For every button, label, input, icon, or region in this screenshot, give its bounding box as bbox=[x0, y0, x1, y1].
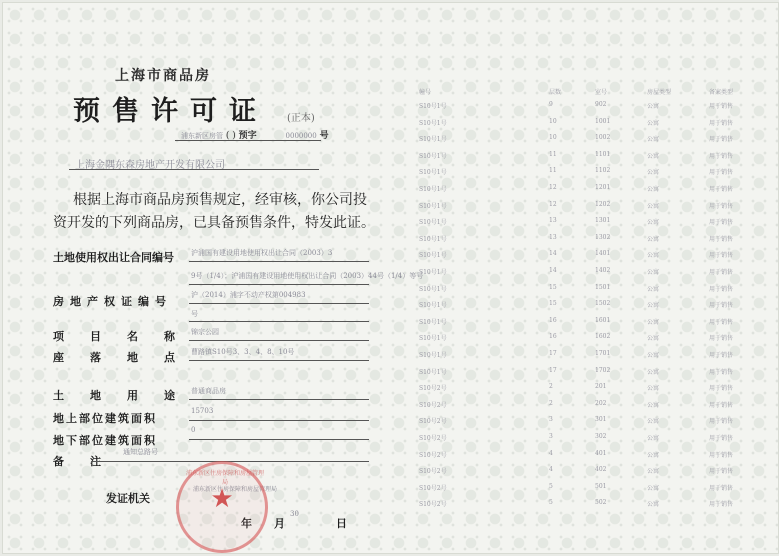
table-cell: 用于销售 bbox=[709, 169, 734, 177]
table-cell: 10 bbox=[549, 117, 557, 125]
table-cell: 1502 bbox=[595, 300, 611, 308]
table-cell: 公寓 bbox=[647, 451, 660, 459]
table-cell: 401 bbox=[595, 449, 607, 457]
table-cell: S10号1号 bbox=[419, 219, 447, 227]
table-cell: 公寓 bbox=[647, 318, 660, 326]
field-label-remarks: 备注 bbox=[53, 455, 127, 468]
table-cell: 3 bbox=[549, 416, 553, 424]
cert-number-suffix: 号 bbox=[319, 131, 329, 141]
table-cell: 2 bbox=[549, 399, 553, 407]
table-cell: 16 bbox=[549, 333, 557, 341]
statement-line-1: 根据上海市商品房预售规定，经审核，你公司投 bbox=[73, 192, 367, 208]
table-cell: S10号1号 bbox=[419, 269, 447, 276]
issue-day-label: 日 bbox=[336, 517, 347, 530]
cert-number-prefix: 浦东新区房管 bbox=[181, 132, 223, 140]
table-cell: 902 bbox=[595, 101, 607, 108]
table-cell: 用于销售 bbox=[709, 269, 734, 276]
field-value-below-ground-area: 0 bbox=[191, 426, 196, 434]
table-cell: S10号1号 bbox=[419, 202, 447, 210]
table-cell: S10号1号 bbox=[419, 136, 447, 144]
table-cell: 201 bbox=[595, 383, 607, 391]
cert-number-value: 0000000 bbox=[285, 132, 317, 140]
presale-permit-certificate bbox=[2, 2, 779, 554]
table-cell: 501 bbox=[595, 482, 607, 490]
table-cell: 用于销售 bbox=[709, 468, 734, 476]
table-cell: 13 bbox=[549, 217, 557, 225]
table-cell: S10号2号 bbox=[419, 468, 447, 476]
table-cell: 12 bbox=[549, 200, 557, 208]
cert-edition: (正本) bbox=[287, 113, 315, 124]
field-label-below-ground-area: 地下部位建筑面积 bbox=[53, 434, 157, 447]
table-cell: 用于销售 bbox=[709, 318, 734, 326]
table-cell: S10号1号 bbox=[419, 186, 447, 193]
table-cell: 5 bbox=[549, 482, 553, 490]
field-underline bbox=[189, 399, 369, 400]
official-seal bbox=[176, 461, 268, 553]
table-cell: 5 bbox=[549, 499, 553, 507]
table-cell: 14 bbox=[549, 267, 557, 274]
table-cell: 公寓 bbox=[647, 252, 660, 260]
table-cell: 用于销售 bbox=[709, 484, 734, 492]
table-cell: S10号2号 bbox=[419, 484, 447, 492]
field-label-land-contract: 土地使用权出让合同编号 bbox=[53, 251, 174, 264]
table-cell: 用于销售 bbox=[709, 385, 734, 393]
table-cell: 502 bbox=[595, 499, 607, 507]
table-cell: 1702 bbox=[595, 366, 611, 374]
table-cell: 公寓 bbox=[647, 186, 660, 193]
cert-number-underline bbox=[175, 140, 321, 141]
table-cell: 用于销售 bbox=[709, 285, 734, 293]
table-cell: 402 bbox=[595, 466, 607, 474]
table-cell: 用于销售 bbox=[709, 401, 734, 409]
table-cell: 公寓 bbox=[647, 119, 660, 127]
table-cell: S10号2号 bbox=[419, 501, 447, 509]
table-cell: 15 bbox=[549, 300, 557, 308]
table-cell: S10号1号 bbox=[419, 235, 447, 243]
table-cell: 1001 bbox=[595, 117, 611, 125]
field-label-above-ground-area: 地上部位建筑面积 bbox=[53, 412, 157, 425]
table-cell: 1701 bbox=[595, 350, 611, 357]
table-cell: 公寓 bbox=[647, 352, 660, 359]
table-cell: 3 bbox=[549, 433, 553, 440]
table-cell: 公寓 bbox=[647, 401, 660, 409]
table-cell: 公寓 bbox=[647, 468, 660, 476]
field-underline bbox=[189, 261, 369, 262]
issuer-authority: 浦东新区住房保障和房屋管理局 bbox=[193, 486, 278, 493]
table-cell: 4 bbox=[549, 466, 553, 474]
issue-month-label: 月 bbox=[274, 517, 285, 530]
field-label-land-use: 土地用途 bbox=[53, 389, 201, 402]
cert-number-paren: ( ) bbox=[225, 131, 236, 141]
table-cell: 用于销售 bbox=[709, 219, 734, 227]
table-cell: S10号2号 bbox=[419, 451, 447, 459]
table-cell: S10号1号 bbox=[419, 285, 447, 293]
table-cell: S10号2号 bbox=[419, 401, 447, 409]
table-cell: 用于销售 bbox=[709, 152, 734, 160]
table-cell: 公寓 bbox=[647, 418, 660, 426]
field-value-property-cert-1: 沪（2014）浦字不动产权第004983 bbox=[191, 291, 306, 299]
table-header-cell: 房屋类型 bbox=[647, 89, 672, 96]
table-cell: 公寓 bbox=[647, 368, 660, 376]
table-cell: 11 bbox=[549, 167, 557, 175]
table-cell: 用于销售 bbox=[709, 103, 734, 110]
issuer-label: 发证机关 bbox=[106, 492, 150, 505]
field-value-above-ground-area: 15703 bbox=[191, 407, 214, 415]
cert-heading: 上海市商品房 bbox=[115, 68, 211, 84]
table-cell: 公寓 bbox=[647, 385, 660, 393]
table-cell: 15 bbox=[549, 283, 557, 291]
table-cell: S10号2号 bbox=[419, 385, 447, 393]
table-cell: 用于销售 bbox=[709, 368, 734, 376]
field-value-remarks: 通知总路号 bbox=[123, 448, 158, 456]
field-label-project-name: 项目名称 bbox=[53, 330, 201, 343]
table-cell: S10号1号 bbox=[419, 352, 447, 359]
field-underline bbox=[189, 303, 369, 304]
field-value-land-contract-1: 沪浦国有建设用地使用权出让合同（2003）3 bbox=[191, 249, 333, 257]
table-cell: 1201 bbox=[595, 184, 611, 191]
table-cell: 1002 bbox=[595, 134, 611, 142]
field-underline bbox=[189, 321, 369, 322]
table-cell: 用于销售 bbox=[709, 252, 734, 260]
table-cell: 302 bbox=[595, 433, 607, 440]
table-cell: 1202 bbox=[595, 200, 611, 208]
seal-ring-text: 浦东新区住房保障和房屋管理局 bbox=[185, 470, 264, 486]
table-cell: 1501 bbox=[595, 283, 611, 291]
field-underline bbox=[189, 284, 369, 285]
table-cell: 用于销售 bbox=[709, 186, 734, 193]
table-cell: 公寓 bbox=[647, 103, 660, 110]
table-cell: 用于销售 bbox=[709, 501, 734, 509]
table-cell: 公寓 bbox=[647, 136, 660, 144]
field-value-land-contract-2: 9号（1/4）；沪浦国有建设用地使用权出让合同（2003）44号（1/4）等号 bbox=[191, 272, 424, 280]
table-cell: 14 bbox=[549, 250, 557, 258]
table-cell: 16 bbox=[549, 316, 557, 324]
table-cell: 公寓 bbox=[647, 335, 660, 343]
recipient-underline bbox=[69, 169, 319, 170]
field-value-project-name: 锦宗公园 bbox=[191, 328, 219, 336]
field-underline bbox=[189, 360, 369, 361]
unit-table bbox=[419, 87, 759, 507]
table-cell: 1602 bbox=[595, 333, 611, 341]
table-cell: 用于销售 bbox=[709, 451, 734, 459]
table-cell: S10号1号 bbox=[419, 252, 447, 260]
cert-title: 预售许可证 bbox=[73, 96, 268, 127]
table-header-cell: 幢号 bbox=[419, 89, 432, 96]
table-cell: 301 bbox=[595, 416, 607, 424]
table-cell: 10 bbox=[549, 134, 557, 142]
table-cell: 12 bbox=[549, 184, 557, 191]
table-cell: 用于销售 bbox=[709, 335, 734, 343]
issue-month-value: 30 bbox=[290, 510, 299, 518]
table-cell: 用于销售 bbox=[709, 418, 734, 426]
table-cell: 1302 bbox=[595, 233, 611, 241]
table-cell: S10号1号 bbox=[419, 335, 447, 343]
field-value-property-cert-2: 号 bbox=[191, 310, 198, 318]
table-cell: S10号1号 bbox=[419, 152, 447, 160]
table-header-cell: 层数 bbox=[549, 89, 562, 96]
table-cell: 公寓 bbox=[647, 235, 660, 243]
table-cell: 17 bbox=[549, 350, 557, 357]
table-cell: S10号1号 bbox=[419, 169, 447, 177]
table-cell: 公寓 bbox=[647, 269, 660, 276]
table-cell: 公寓 bbox=[647, 435, 660, 442]
table-cell: S10号1号 bbox=[419, 302, 447, 310]
statement-line-2: 资开发的下列商品房，已具备预售条件，特发此证。 bbox=[53, 215, 375, 231]
issue-year-label: 年 bbox=[241, 517, 252, 530]
field-underline bbox=[189, 439, 369, 440]
table-cell: 1601 bbox=[595, 316, 611, 324]
field-label-location: 座落地点 bbox=[53, 351, 201, 364]
cert-number-mid: 预字 bbox=[238, 131, 257, 141]
table-cell: 用于销售 bbox=[709, 202, 734, 210]
table-cell: 用于销售 bbox=[709, 435, 734, 442]
table-cell: S10号1号 bbox=[419, 119, 447, 127]
table-cell: 9 bbox=[549, 101, 553, 108]
table-cell: 用于销售 bbox=[709, 235, 734, 243]
table-cell: 公寓 bbox=[647, 152, 660, 160]
table-cell: S10号2号 bbox=[419, 418, 447, 426]
table-cell: 1301 bbox=[595, 217, 611, 225]
table-cell: 用于销售 bbox=[709, 136, 734, 144]
table-header-cell: 室号 bbox=[595, 89, 608, 96]
table-cell: 公寓 bbox=[647, 484, 660, 492]
table-cell: S10号1号 bbox=[419, 103, 447, 110]
table-cell: 1101 bbox=[595, 150, 611, 158]
table-cell: S10号1号 bbox=[419, 318, 447, 326]
table-cell: 1102 bbox=[595, 167, 611, 175]
table-cell: 4 bbox=[549, 449, 553, 457]
table-cell: S10号1号 bbox=[419, 368, 447, 376]
table-cell: 公寓 bbox=[647, 501, 660, 509]
table-cell: 用于销售 bbox=[709, 352, 734, 359]
recipient-company: 上海金隅东森房地产开发有限公司 bbox=[75, 160, 225, 171]
table-cell: 1401 bbox=[595, 250, 611, 258]
field-value-land-use: 普通商品房 bbox=[191, 387, 226, 395]
table-cell: 11 bbox=[549, 150, 557, 158]
table-cell: 公寓 bbox=[647, 219, 660, 227]
table-cell: 17 bbox=[549, 366, 557, 374]
table-cell: 202 bbox=[595, 399, 607, 407]
table-cell: S10号2号 bbox=[419, 435, 447, 442]
table-cell: 公寓 bbox=[647, 302, 660, 310]
table-cell: 13 bbox=[549, 233, 557, 241]
table-cell: 用于销售 bbox=[709, 119, 734, 127]
table-cell: 用于销售 bbox=[709, 302, 734, 310]
field-underline bbox=[189, 420, 369, 421]
field-label-property-cert: 房地产权证编号 bbox=[53, 295, 172, 308]
table-cell: 公寓 bbox=[647, 285, 660, 293]
table-cell: 2 bbox=[549, 383, 553, 391]
table-cell: 1402 bbox=[595, 267, 611, 274]
field-value-location: 曹路镇S10号3、3、4、8、10号 bbox=[191, 348, 295, 356]
star-icon: ★ bbox=[210, 484, 234, 514]
table-cell: 公寓 bbox=[647, 169, 660, 177]
field-underline bbox=[189, 340, 369, 341]
table-header-cell: 备案类型 bbox=[709, 89, 734, 96]
table-cell: 公寓 bbox=[647, 202, 660, 210]
